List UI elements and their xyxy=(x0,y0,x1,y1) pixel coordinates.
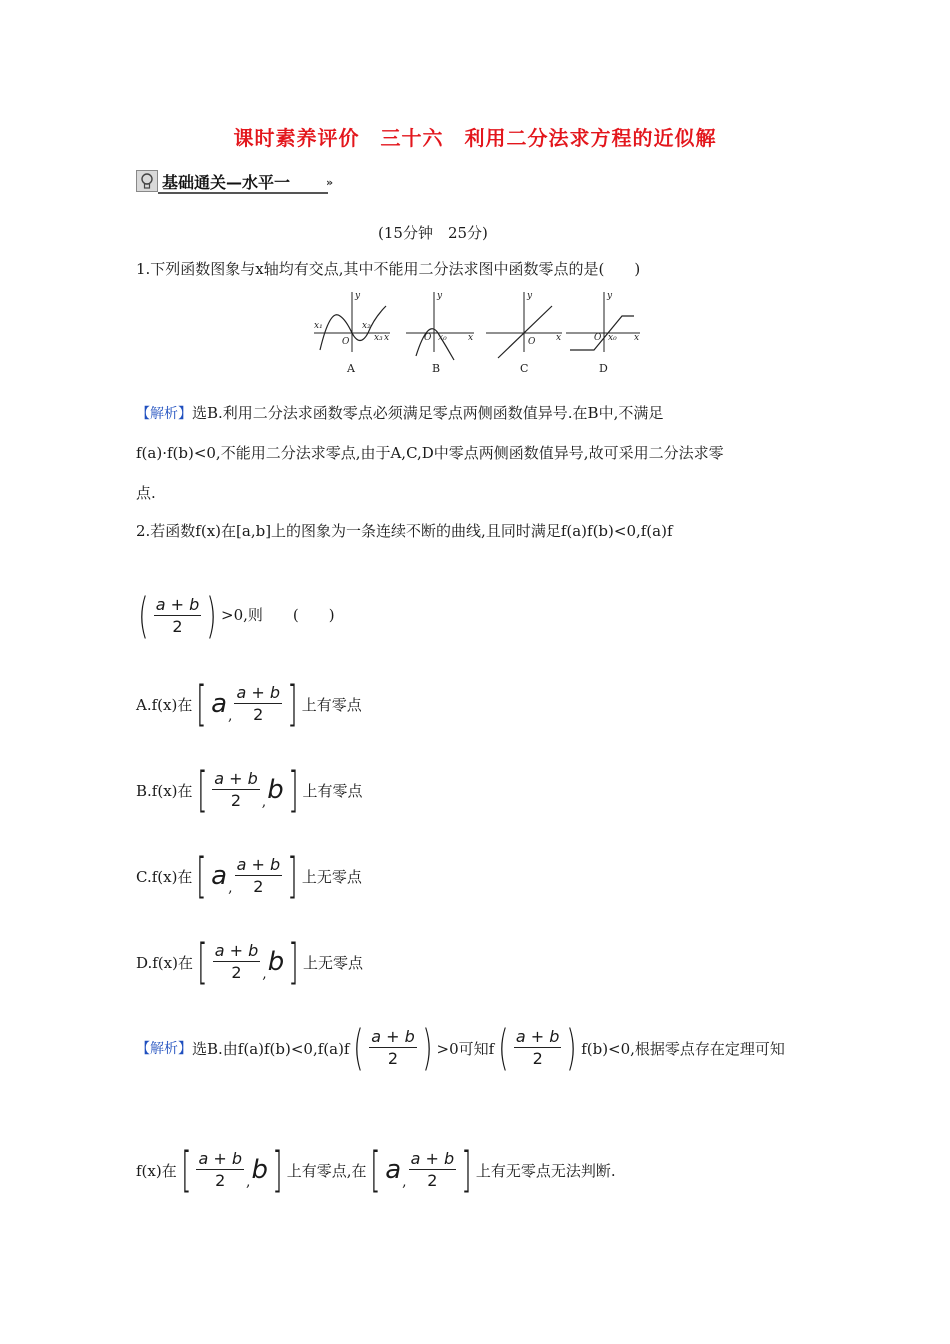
q1-figure xyxy=(312,288,642,378)
analysis-tag: 【解析】 xyxy=(136,1041,192,1057)
svg-text:y: y xyxy=(437,291,443,301)
svg-text:O: O xyxy=(528,337,536,347)
graph-a xyxy=(314,291,390,375)
svg-text:y: y xyxy=(355,291,361,301)
q2-stem-1: 2.若函数f(x)在[a,b]上的图象为一条连续不断的曲线,且同时满足f(a)f(b)<0,f(a)f xyxy=(136,522,673,540)
option-a[interactable]: A.f(x)在 [ a , $\frac{a + b}{2}$ ] 上有零点 xyxy=(136,676,362,732)
graph-label-d: D xyxy=(599,362,608,375)
svg-text:x₁: x₁ xyxy=(314,321,323,331)
page-title: 课时素养评价 三十六 利用二分法求方程的近似解 xyxy=(233,126,717,150)
svg-text:x: x xyxy=(634,333,640,343)
q2-stem-2: ( $\frac{a + b}{2}$ ) >0,则 ( ) xyxy=(134,592,335,640)
svg-text:x: x xyxy=(384,333,390,343)
q1-analysis-3: 点. xyxy=(136,484,156,502)
svg-text:O: O xyxy=(342,337,350,347)
svg-text:x₂: x₂ xyxy=(362,321,371,331)
svg-text:x₀: x₀ xyxy=(608,333,617,343)
graph-d xyxy=(566,291,640,375)
option-b[interactable]: B.f(x)在 [ $\frac{a + b}{2}$ , b ] 上有零点 xyxy=(136,762,363,818)
option-c[interactable]: C.f(x)在 [ a , $\frac{a + b}{2}$ ] 上无零点 xyxy=(136,848,362,904)
svg-text:x: x xyxy=(468,333,474,343)
q2-analysis-2: f(x)在 [ $\frac{a + b}{2}$ , b ] 上有零点,在 [ a , $\frac{a + b}{2}$ ] 上有无零点无法判断. xyxy=(136,1142,616,1198)
svg-text:x₃: x₃ xyxy=(374,333,383,343)
svg-text:O: O xyxy=(424,333,432,343)
section-header xyxy=(136,168,346,196)
graph-c xyxy=(486,291,562,375)
graph-label-b: B xyxy=(432,362,441,375)
q1-stem: 1.下列函数图象与x轴均有交点,其中不能用二分法求图中函数零点的是( ) xyxy=(136,260,641,278)
math-fraction-paren: ( $\frac{a + b}{2}$ ) xyxy=(138,588,217,644)
graph-b xyxy=(406,291,474,375)
svg-text:x₀: x₀ xyxy=(438,333,447,343)
time-score: (15分钟 25分) xyxy=(378,224,488,242)
svg-text:y: y xyxy=(607,291,613,301)
q1-analysis-1: 【解析】选B.利用二分法求函数零点必须满足零点两侧函数值异号.在B中,不满足 xyxy=(136,404,664,422)
section-label: 基础通关—水平一 xyxy=(162,173,291,192)
q2-analysis-1: 【解析】 选B.由f(a)f(b)<0,f(a)f ( $\frac{a + b}{2}$ ) >0可知f ( $\frac{a + b}{2}$ ) f(b)<0,根据零点存在定理可知 xyxy=(136,1020,785,1076)
svg-text:O: O xyxy=(594,333,602,343)
lightbulb-icon xyxy=(136,170,158,192)
option-d[interactable]: D.f(x)在 [ $\frac{a + b}{2}$ , b ] 上无零点 xyxy=(136,934,363,990)
svg-text:x: x xyxy=(556,333,562,343)
svg-text:y: y xyxy=(527,291,533,301)
graph-label-c: C xyxy=(520,362,529,375)
chevron-right-icon: » xyxy=(326,176,334,189)
q1-analysis-2: f(a)·f(b)<0,不能用二分法求零点,由于A,C,D中零点两侧函数值异号,故可采用二分法求零 xyxy=(136,444,724,462)
analysis-tag: 【解析】 xyxy=(136,406,192,422)
graph-label-a: A xyxy=(347,362,355,375)
section-underline xyxy=(158,192,328,194)
